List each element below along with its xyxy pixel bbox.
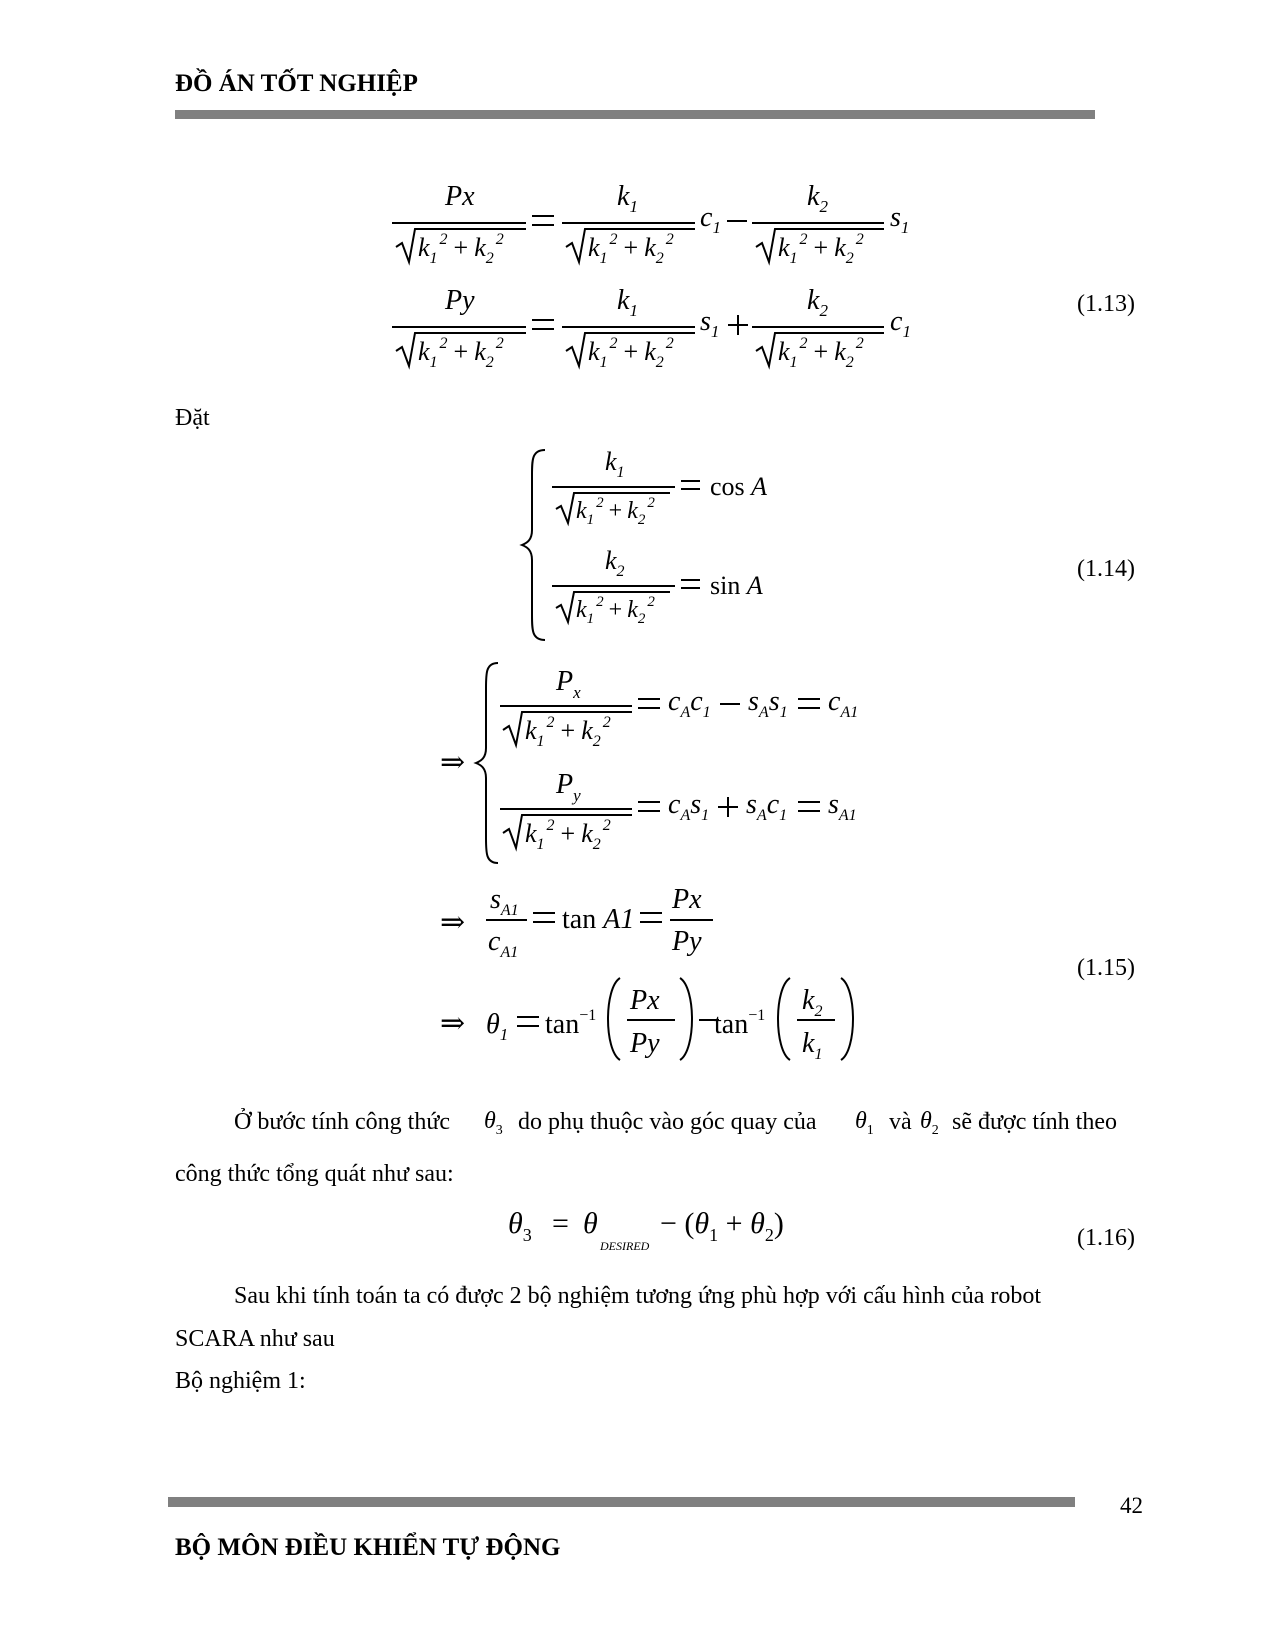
svg-text:Px: Px (672, 884, 702, 915)
svg-text:k12+k22: $k_1^2 + k_2^2$ (778, 231, 864, 267)
svg-text:k2: $k_2$ (807, 285, 828, 320)
svg-text:⇒: ⇒ (440, 906, 466, 939)
para2-line2: SCARA như sau (175, 1326, 335, 1352)
svg-text:=: = (552, 1207, 569, 1240)
svg-text:k12+k22: $k_1^2 + k_2^2$ (418, 335, 504, 371)
svg-text:Px: $P_x$ (556, 666, 581, 702)
svg-text:k12+k22: $k_1^2 + k_2^2$ (525, 714, 611, 750)
svg-text:k2: $k_2$ (807, 181, 828, 216)
svg-text:cAs1: $c_As_1$ (668, 789, 710, 824)
svg-text:θ3: $\theta_3$ (484, 1108, 503, 1138)
equation-1-15 (486, 913, 853, 1060)
svg-text:c1: $c_1$ (700, 202, 721, 237)
svg-text:Py: $P_y$ (556, 769, 581, 805)
svg-text:k12+k22: $k_1^2 + k_2^2$ (576, 495, 655, 528)
svg-text:DESIRED: DESIRED (600, 1239, 650, 1253)
svg-text:k1: $k_1$ (617, 285, 638, 320)
svg-text:tan−1: $\tan^{-1}$ (714, 1007, 766, 1040)
svg-text:k2: $k_2$ (802, 985, 823, 1020)
svg-text:s1: $s_1$ (890, 202, 910, 237)
equation-1-14-text (576, 447, 767, 627)
equation-1-16 (508, 1207, 784, 1253)
svg-text:⇒: ⇒ (440, 746, 466, 779)
text-dat: Đặt (175, 405, 210, 431)
para1-part-a: Ở bước tính công thức (234, 1109, 450, 1135)
para1-part-d: sẽ được tính theo (952, 1109, 1117, 1135)
svg-text:k1: $k_1$ (605, 447, 625, 481)
equation-number-1-13: (1.13) (1077, 291, 1135, 317)
para1-part-b: do phụ thuộc vào góc quay của (518, 1109, 817, 1135)
svg-text:Px: Px (630, 985, 660, 1016)
svg-text:cAc1: $c_Ac_1$ (668, 686, 711, 721)
equation-number-1-14: (1.14) (1077, 556, 1135, 582)
svg-text:c1: $c_1$ (890, 306, 911, 341)
svg-text:tan−1: $\tan^{-1}$ (545, 1007, 597, 1040)
svg-text:k1: $k_1$ (802, 1028, 823, 1063)
svg-text:sA1: $s_{A1}$ (828, 789, 857, 824)
svg-text:cA1: $c_{A1}$ (488, 926, 519, 961)
para1-part-c: và (889, 1109, 912, 1135)
equation-number-1-16: (1.16) (1077, 1225, 1135, 1251)
para2-line1: Sau khi tính toán ta có được 2 bộ nghiệm tương ứng phù hợp với cấu hình của robot (234, 1283, 1041, 1309)
svg-text:k12+k22: $k_1^2 + k_2^2$ (418, 231, 504, 267)
svg-text:Py: Py (672, 926, 702, 957)
svg-text:k1: $k_1$ (617, 181, 638, 216)
svg-text:cA1: $c_{A1}$ (828, 686, 859, 721)
svg-text:Py: Py (630, 1028, 660, 1059)
footer-rule (168, 1497, 1075, 1507)
svg-text:tan A1: tan A1 (562, 904, 635, 935)
equation-implies-system-text (440, 666, 858, 853)
svg-text:θ2: $\theta_2$ (920, 1108, 939, 1138)
svg-text:k2: $k_2$ (605, 546, 625, 580)
svg-text:θ: θ (583, 1207, 598, 1240)
svg-text:θ1: $\theta_1$ (855, 1108, 874, 1138)
svg-text:k12+k22: $k_1^2 + k_2^2$ (525, 817, 611, 853)
svg-text:⇒: ⇒ (440, 1007, 466, 1040)
equation-number-1-15: (1.15) (1077, 955, 1135, 981)
svg-text:s1: $s_1$ (700, 306, 720, 341)
py-numerator: Py (445, 285, 475, 316)
svg-text:k12+k22: $k_1^2 + k_2^2$ (576, 594, 655, 627)
header-title: ĐỒ ÁN TỐT NGHIỆP (175, 70, 418, 97)
svg-text:sA1: $s_{A1}$ (490, 884, 519, 919)
svg-text:− (θ1 + θ2): − $(\theta_1 + \theta_2)$ (660, 1207, 784, 1245)
svg-text:θ3: $\theta_3$ (508, 1207, 532, 1245)
svg-text:sAs1: $s_As_1$ (748, 686, 788, 721)
svg-text:sAc1: $s_Ac_1$ (746, 789, 788, 824)
para3: Bộ nghiệm 1: (175, 1368, 306, 1394)
svg-text:sin A: sin A (710, 571, 763, 600)
svg-text:θ1: $\theta_1$ (486, 1009, 509, 1044)
svg-text:k12+k22: $k_1^2 + k_2^2$ (778, 335, 864, 371)
page-number: 42 (1120, 1493, 1143, 1518)
equation-1-13-text (418, 181, 911, 371)
para1-line2: công thức tổng quát như sau: (175, 1161, 454, 1187)
svg-text:k12+k22: $k_1^2 + k_2^2$ (588, 335, 674, 371)
svg-text:cos A: cos A (710, 472, 768, 501)
equation-1-15-text (440, 884, 822, 1063)
svg-text:k12+k22: $k_1^2 + k_2^2$ (588, 231, 674, 267)
px-numerator: Px (445, 181, 475, 212)
footer-department: BỘ MÔN ĐIỀU KHIỂN TỰ ĐỘNG (175, 1534, 561, 1561)
